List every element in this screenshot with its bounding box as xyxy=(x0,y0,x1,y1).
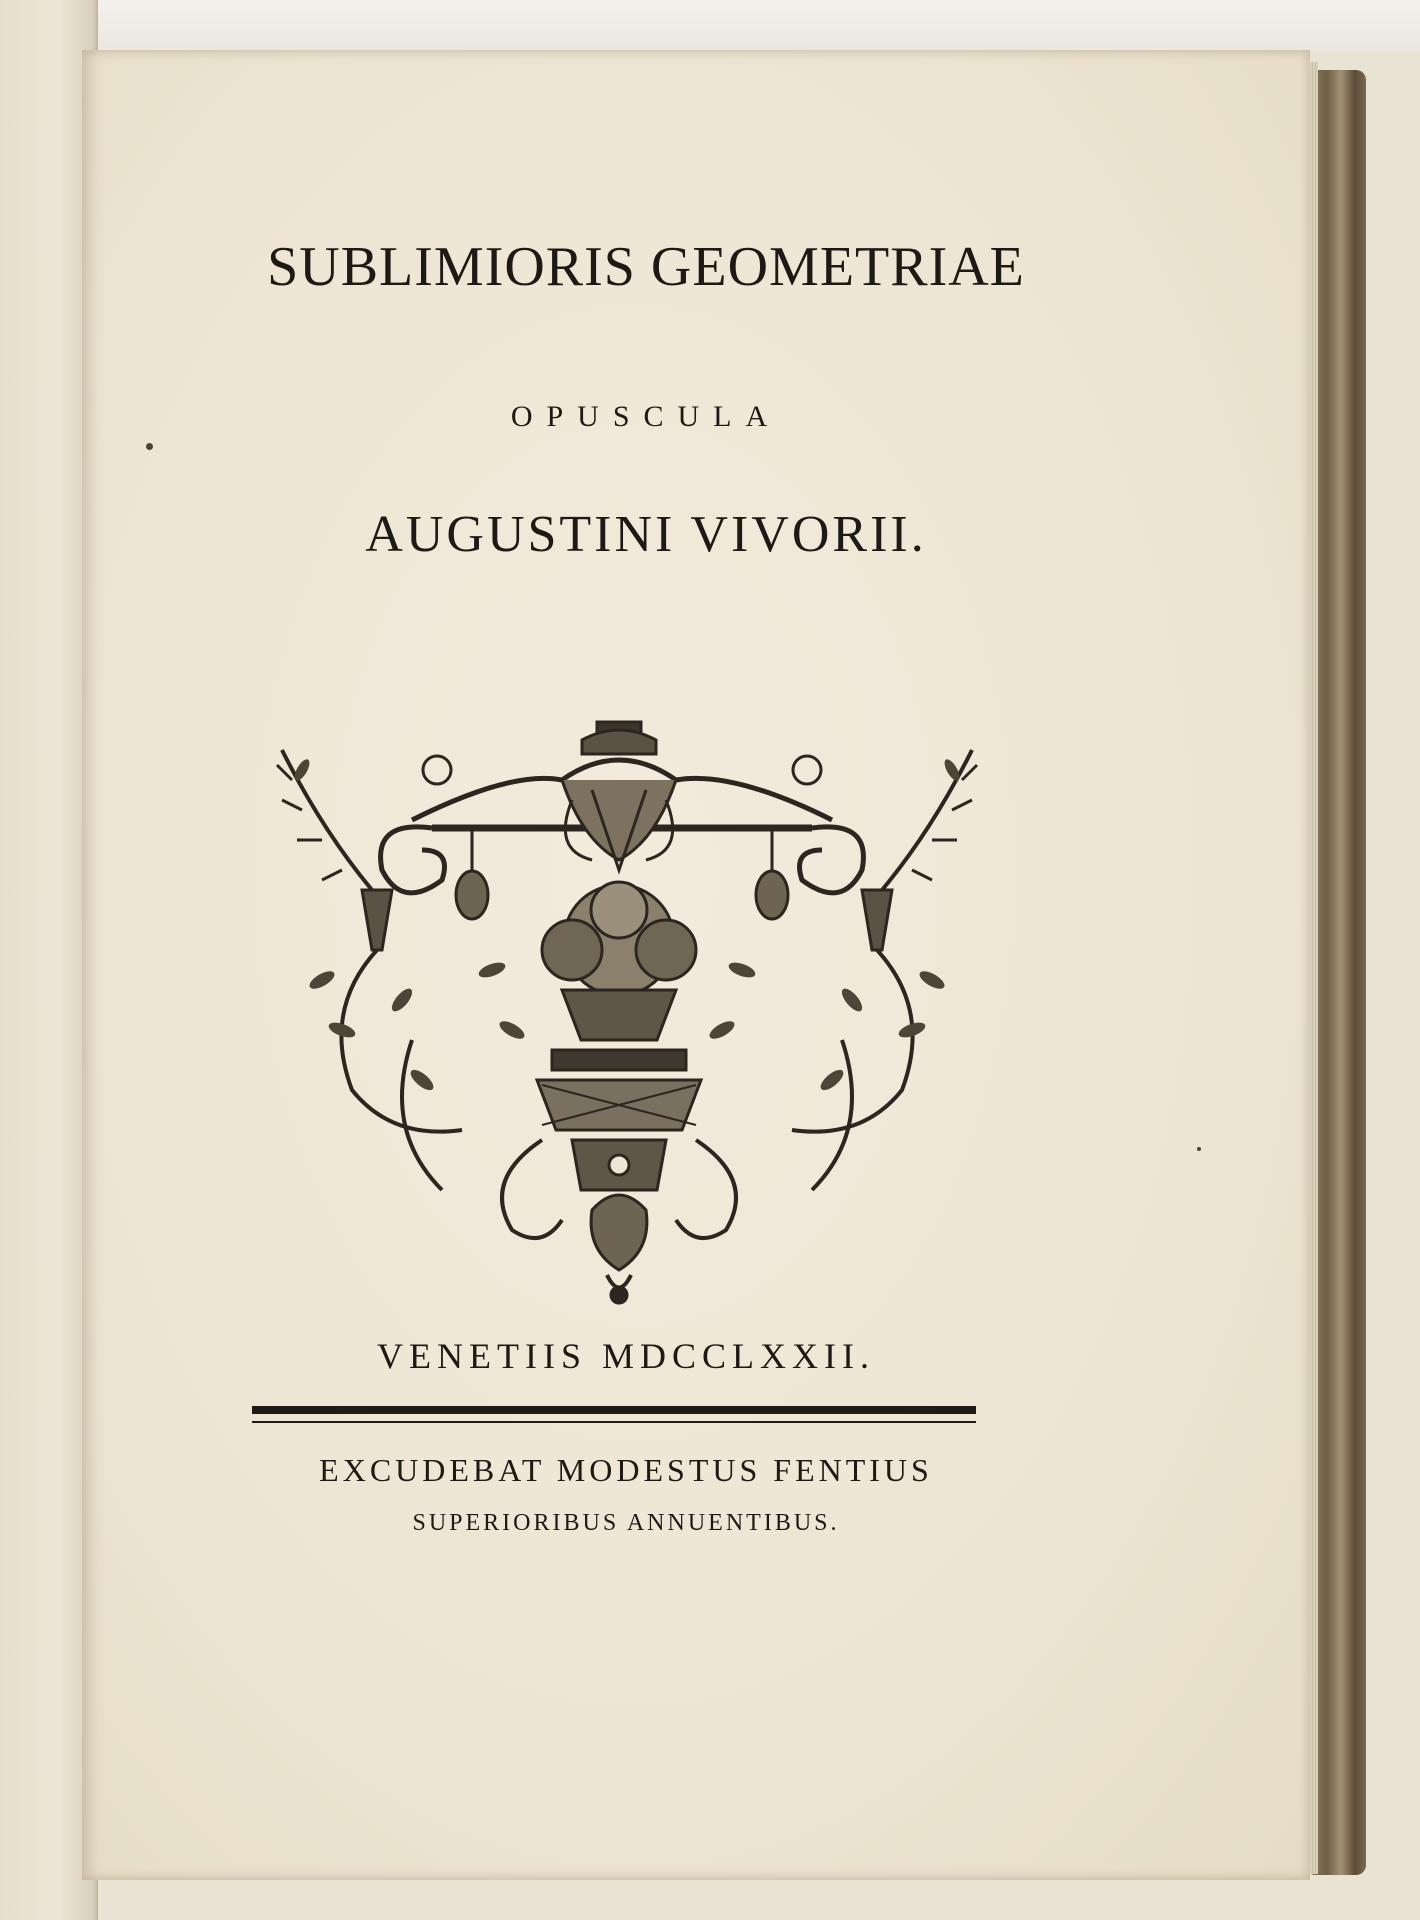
book-subtitle: OPUSCULA xyxy=(510,400,782,433)
book-board-edge xyxy=(1310,70,1366,1875)
license-line: SUPERIORIBUS ANNUENTIBUS. xyxy=(412,1510,840,1536)
imprint-rule-thick xyxy=(252,1406,976,1414)
title-page xyxy=(82,50,1310,1880)
book-author: AUGUSTINI VIVORII. xyxy=(365,506,927,563)
book-title: SUBLIMIORIS GEOMETRIAE xyxy=(267,236,1025,298)
printer-line: EXCUDEBAT MODESTUS FENTIUS xyxy=(319,1452,933,1488)
background-top xyxy=(0,0,1420,52)
imprint-rule-thin xyxy=(252,1421,976,1423)
ink-speck xyxy=(1197,1147,1201,1151)
imprint-place-date: VENETIIS MDCCLXXII. xyxy=(377,1336,875,1376)
ink-speck xyxy=(146,443,153,450)
floral-urn-woodcut-icon xyxy=(262,710,992,1310)
